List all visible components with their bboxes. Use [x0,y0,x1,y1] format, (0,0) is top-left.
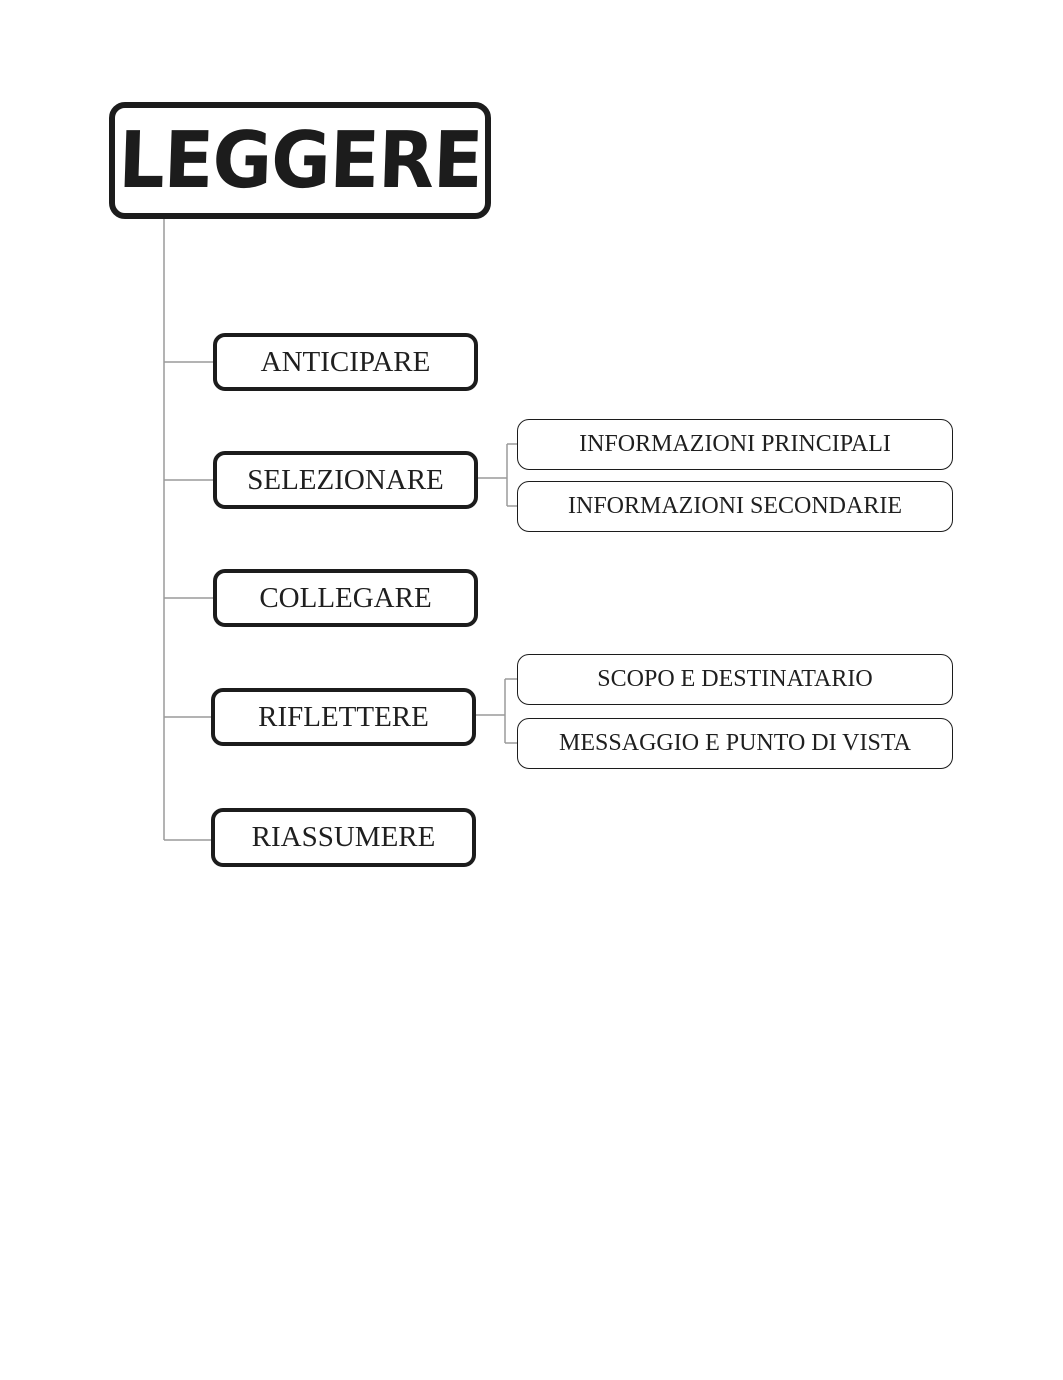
title-box [109,102,491,219]
substep-box-messaggio-punto-di-vista [517,718,953,769]
substep-label: INFORMAZIONI SECONDARIE [568,493,902,519]
step-box-riassumere [211,808,476,867]
substep-label: INFORMAZIONI PRINCIPALI [579,431,891,457]
step-box-anticipare [213,333,478,391]
step-label: RIASSUMERE [251,821,436,853]
substep-label: SCOPO E DESTINATARIO [597,666,873,692]
step-box-riflettere [211,688,476,746]
step-label: SELEZIONARE [247,463,444,496]
step-box-collegare [213,569,478,627]
substep-box-scopo-destinatario [517,654,953,705]
substep-box-informazioni-principali [517,419,953,470]
substep-box-informazioni-secondarie [517,481,953,532]
step-box-selezionare [213,451,478,509]
step-label: RIFLETTERE [258,700,429,733]
diagram-title: LEGGERE [116,115,484,206]
step-label: ANTICIPARE [260,345,431,378]
substep-label: MESSAGGIO E PUNTO DI VISTA [559,730,911,756]
step-label: COLLEGARE [259,581,432,614]
